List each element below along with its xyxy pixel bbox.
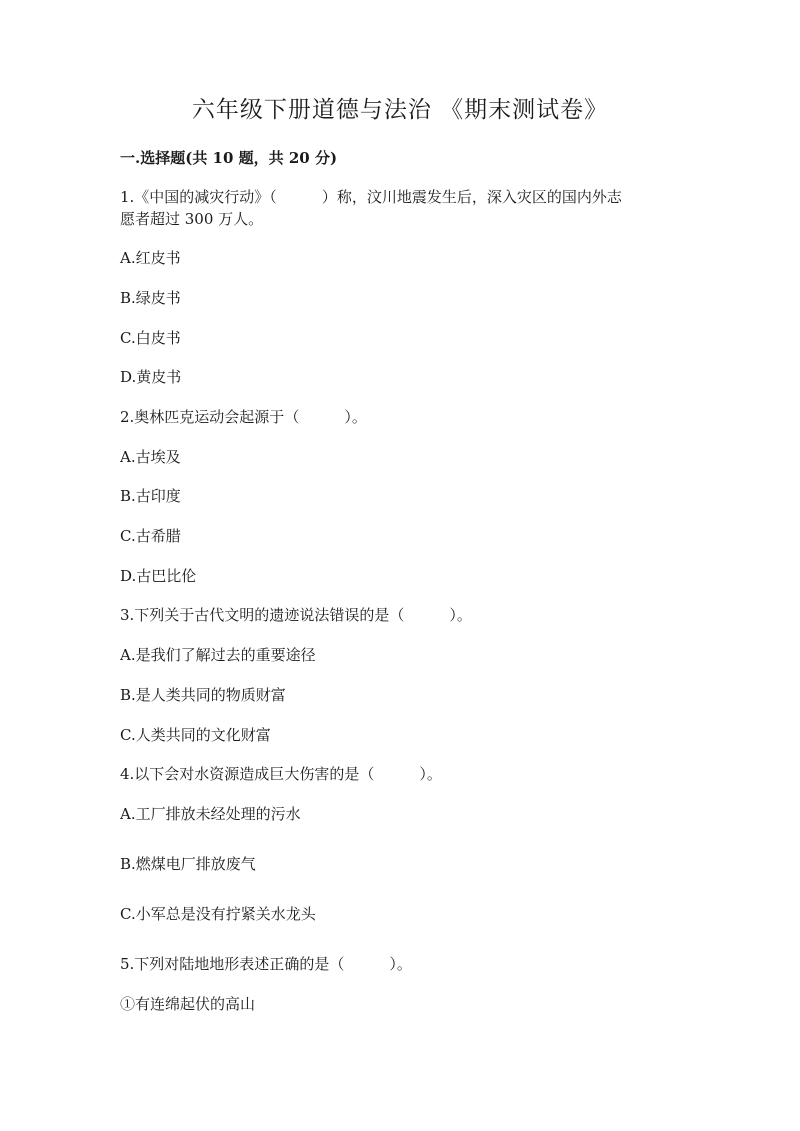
- question-4-stem: 4.以下会对水资源造成巨大伤害的是（ ）。: [120, 765, 442, 783]
- question-4-option-b[interactable]: B.燃煤电厂排放废气: [120, 855, 256, 873]
- question-1-option-a[interactable]: A.红皮书: [120, 249, 181, 267]
- question-5-stem: 5.下列对陆地地形表述正确的是（ ）。: [120, 955, 412, 973]
- question-2-option-c[interactable]: C.古希腊: [120, 527, 181, 545]
- question-2-option-a[interactable]: A.古埃及: [120, 448, 181, 466]
- question-3-stem: 3.下列关于古代文明的遗迹说法错误的是（ ）。: [120, 606, 472, 624]
- question-1-option-c[interactable]: C.白皮书: [120, 329, 181, 347]
- question-1-option-d[interactable]: D.黄皮书: [120, 368, 182, 386]
- question-5-item-1[interactable]: ①有连绵起伏的高山: [120, 995, 256, 1013]
- question-3-option-c[interactable]: C.人类共同的文化财富: [120, 726, 271, 744]
- question-1-option-b[interactable]: B.绿皮书: [120, 289, 181, 307]
- question-2-stem: 2.奥林匹克运动会起源于（ ）。: [120, 408, 367, 426]
- question-4-option-c[interactable]: C.小军总是没有拧紧关水龙头: [120, 905, 316, 923]
- question-1-stem-line2: 愿者超过 300 万人。: [120, 210, 264, 228]
- question-3-option-a[interactable]: A.是我们了解过去的重要途径: [120, 646, 316, 664]
- question-2-option-b[interactable]: B.古印度: [120, 487, 181, 505]
- question-4-option-a[interactable]: A.工厂排放未经处理的污水: [120, 805, 301, 823]
- question-3-option-b[interactable]: B.是人类共同的物质财富: [120, 686, 286, 704]
- section-heading: 一.选择题(共 10 题，共 20 分): [120, 149, 338, 167]
- question-2-option-d[interactable]: D.古巴比伦: [120, 567, 197, 585]
- page-title: 六年级下册道德与法治 《期末测试卷》: [191, 97, 609, 123]
- question-1-stem-line1: 1.《中国的减灾行动》（ ）称，汶川地震发生后，深入灾区的国内外志: [120, 188, 622, 206]
